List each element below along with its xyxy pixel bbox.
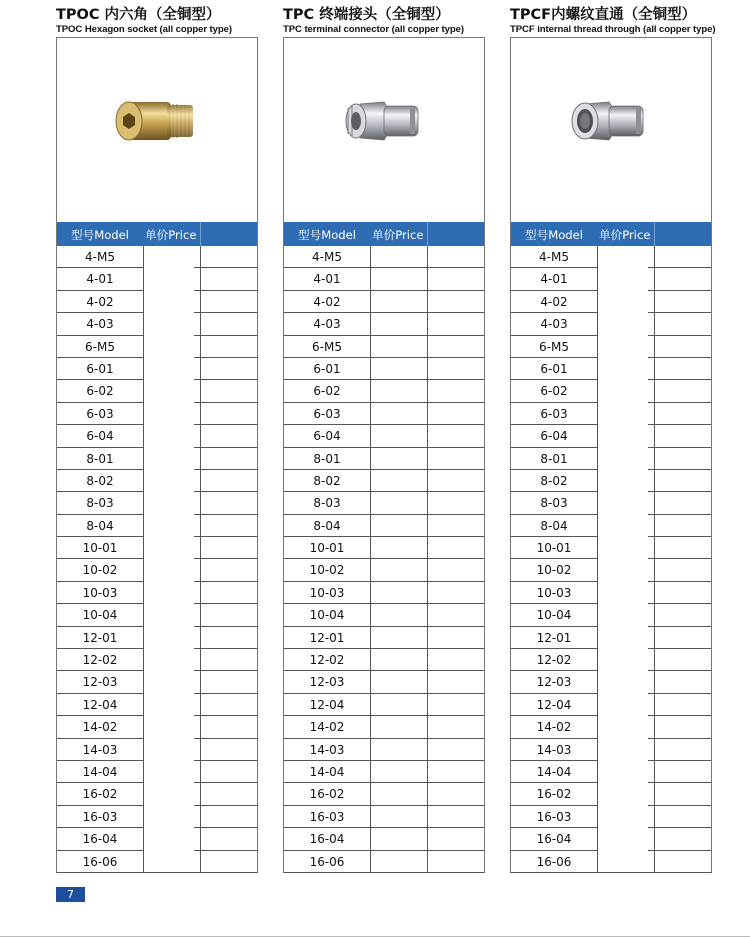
blank-cell xyxy=(427,828,428,849)
model-cell: 4-01 xyxy=(313,272,341,287)
blank-cell xyxy=(200,828,201,849)
model-cell: 6-03 xyxy=(540,406,568,421)
blank-cell xyxy=(654,268,655,289)
product-title: TPOC 内六角（全铜型） xyxy=(56,7,221,23)
model-cell: 8-01 xyxy=(313,451,341,466)
header-divider xyxy=(427,222,428,246)
blank-cell xyxy=(427,470,428,491)
blank-cell xyxy=(654,425,655,446)
table-row xyxy=(284,671,484,693)
blank-cell xyxy=(427,716,428,737)
blank-cell xyxy=(200,649,201,670)
blank-cell xyxy=(654,828,655,849)
blank-cell xyxy=(654,358,655,379)
table-row xyxy=(284,828,484,850)
blank-cell xyxy=(427,783,428,804)
model-cell: 14-04 xyxy=(82,764,118,779)
blank-cell xyxy=(654,739,655,760)
model-cell: 10-01 xyxy=(309,541,345,556)
blank-cell xyxy=(200,470,201,491)
model-cell: 4-01 xyxy=(540,272,568,287)
product-table xyxy=(510,37,712,873)
model-cell: 10-03 xyxy=(82,585,118,600)
model-cell: 6-01 xyxy=(86,361,114,376)
price-cell xyxy=(370,694,371,715)
model-cell: 6-03 xyxy=(313,406,341,421)
table-row xyxy=(284,336,484,358)
model-cell: 14-02 xyxy=(82,720,118,735)
price-cell xyxy=(370,604,371,625)
price-cell xyxy=(370,582,371,603)
model-cell: 4-01 xyxy=(86,272,114,287)
product-image-nickel-terminal-connector xyxy=(284,38,484,222)
model-cell: 6-01 xyxy=(540,361,568,376)
header-price: 单价Price xyxy=(145,228,197,242)
blank-cell xyxy=(654,470,655,491)
price-cell xyxy=(370,559,371,580)
model-cell: 12-03 xyxy=(309,675,345,690)
model-cell: 6-M5 xyxy=(539,339,569,354)
model-cell: 10-02 xyxy=(309,563,345,578)
blank-cell xyxy=(427,492,428,513)
model-cell: 14-04 xyxy=(309,764,345,779)
model-cell: 12-03 xyxy=(536,675,572,690)
model-cell: 8-04 xyxy=(86,518,114,533)
product-tpc xyxy=(283,6,485,869)
blank-cell xyxy=(654,246,655,267)
blank-cell xyxy=(200,313,201,334)
model-cell: 16-04 xyxy=(536,832,572,847)
blank-cell xyxy=(654,492,655,513)
blank-cell xyxy=(427,403,428,424)
model-cell: 4-02 xyxy=(540,294,568,309)
price-cell xyxy=(370,268,371,289)
table-row xyxy=(284,694,484,716)
blank-cell xyxy=(200,291,201,312)
model-cell: 8-01 xyxy=(540,451,568,466)
blank-cell xyxy=(654,694,655,715)
blank-cell xyxy=(427,537,428,558)
product-title: TPC 终端接头（全铜型） xyxy=(283,7,450,23)
model-cell: 6-03 xyxy=(86,406,114,421)
model-cell: 16-06 xyxy=(309,854,345,869)
product-subtitle: TPC terminal connector (all copper type) xyxy=(283,24,464,35)
blank-cell xyxy=(427,671,428,692)
model-cell: 16-02 xyxy=(536,787,572,802)
model-cell: 14-03 xyxy=(536,742,572,757)
header-price: 单价Price xyxy=(372,228,424,242)
header-model: 型号Model xyxy=(71,228,129,242)
price-cell xyxy=(370,851,371,872)
model-cell: 16-03 xyxy=(82,809,118,824)
product-table xyxy=(283,37,485,873)
model-cell: 8-02 xyxy=(540,473,568,488)
model-cell: 8-04 xyxy=(313,518,341,533)
blank-cell xyxy=(654,627,655,648)
model-cell: 12-02 xyxy=(82,653,118,668)
price-cell xyxy=(370,358,371,379)
model-cell: 16-02 xyxy=(82,787,118,802)
blank-cell xyxy=(427,448,428,469)
model-cell: 4-M5 xyxy=(312,250,342,264)
price-cell xyxy=(370,515,371,536)
blank-cell xyxy=(427,515,428,536)
blank-cell xyxy=(654,806,655,827)
model-cell: 10-02 xyxy=(536,563,572,578)
header-model: 型号Model xyxy=(298,228,356,242)
table-row xyxy=(284,604,484,626)
product-image-brass-hex-socket xyxy=(57,38,257,222)
price-cell xyxy=(370,470,371,491)
price-cell xyxy=(370,336,371,357)
blank-cell xyxy=(427,694,428,715)
blank-cell xyxy=(654,783,655,804)
header-price: 单价Price xyxy=(599,228,651,242)
price-cell xyxy=(370,492,371,513)
blank-cell xyxy=(200,336,201,357)
model-cell: 10-04 xyxy=(536,608,572,623)
blank-cell xyxy=(200,739,201,760)
blank-cell xyxy=(200,448,201,469)
blank-cell xyxy=(427,627,428,648)
table-row xyxy=(284,515,484,537)
price-cell xyxy=(370,448,371,469)
product-tpcf xyxy=(510,6,716,869)
price-cell xyxy=(370,828,371,849)
model-cell: 8-02 xyxy=(86,473,114,488)
blank-cell xyxy=(654,649,655,670)
model-cell: 6-04 xyxy=(86,429,114,444)
model-cell: 12-03 xyxy=(82,675,118,690)
price-cell xyxy=(370,671,371,692)
table-row xyxy=(284,783,484,805)
model-cell: 14-03 xyxy=(309,742,345,757)
blank-cell xyxy=(427,268,428,289)
blank-cell xyxy=(427,851,428,872)
model-cell: 6-02 xyxy=(86,384,114,399)
blank-cell xyxy=(200,403,201,424)
blank-cell xyxy=(427,649,428,670)
model-cell: 4-M5 xyxy=(85,250,115,264)
model-cell: 6-02 xyxy=(313,384,341,399)
table-row xyxy=(284,851,484,873)
price-redaction xyxy=(144,246,194,872)
model-cell: 4-03 xyxy=(313,317,341,332)
table-row xyxy=(284,559,484,581)
model-cell: 16-04 xyxy=(82,832,118,847)
model-cell: 4-02 xyxy=(86,294,114,309)
model-cell: 12-02 xyxy=(536,653,572,668)
blank-cell xyxy=(200,851,201,872)
model-cell: 12-01 xyxy=(82,630,118,645)
price-cell xyxy=(370,649,371,670)
table-row xyxy=(284,448,484,470)
blank-cell xyxy=(654,761,655,782)
table-row xyxy=(284,649,484,671)
model-cell: 8-02 xyxy=(313,473,341,488)
price-cell xyxy=(370,627,371,648)
blank-cell xyxy=(654,448,655,469)
blank-cell xyxy=(200,425,201,446)
model-cell: 14-02 xyxy=(536,720,572,735)
model-cell: 6-02 xyxy=(540,384,568,399)
blank-cell xyxy=(427,761,428,782)
price-cell xyxy=(370,291,371,312)
blank-cell xyxy=(654,671,655,692)
price-redaction xyxy=(598,246,648,872)
price-cell xyxy=(370,313,371,334)
price-cell xyxy=(370,403,371,424)
table-header xyxy=(284,222,484,246)
model-cell: 10-03 xyxy=(309,585,345,600)
model-cell: 10-01 xyxy=(82,541,118,556)
product-tpoc xyxy=(56,6,258,869)
blank-cell xyxy=(427,582,428,603)
table-row xyxy=(284,268,484,290)
model-cell: 6-M5 xyxy=(85,339,115,354)
model-cell: 8-04 xyxy=(540,518,568,533)
model-cell: 16-03 xyxy=(536,809,572,824)
model-cell: 16-03 xyxy=(309,809,345,824)
blank-cell xyxy=(654,336,655,357)
blank-cell xyxy=(654,559,655,580)
blank-cell xyxy=(200,380,201,401)
price-cell xyxy=(370,716,371,737)
price-cell xyxy=(370,380,371,401)
blank-cell xyxy=(654,403,655,424)
blank-cell xyxy=(654,515,655,536)
header-divider xyxy=(200,222,201,246)
price-cell xyxy=(370,425,371,446)
table-row xyxy=(284,470,484,492)
model-cell: 12-04 xyxy=(309,697,345,712)
model-cell: 16-04 xyxy=(309,832,345,847)
model-cell: 12-02 xyxy=(309,653,345,668)
model-cell: 10-04 xyxy=(82,608,118,623)
model-cell: 8-03 xyxy=(313,496,341,511)
table-row xyxy=(284,492,484,514)
blank-cell xyxy=(427,358,428,379)
price-cell xyxy=(370,761,371,782)
blank-cell xyxy=(427,336,428,357)
blank-cell xyxy=(427,806,428,827)
header-divider xyxy=(654,222,655,246)
model-cell: 6-04 xyxy=(540,429,568,444)
price-cell xyxy=(370,739,371,760)
blank-cell xyxy=(200,627,201,648)
blank-cell xyxy=(654,537,655,558)
model-cell: 6-04 xyxy=(313,429,341,444)
blank-cell xyxy=(427,604,428,625)
table-row xyxy=(284,246,484,268)
blank-cell xyxy=(200,806,201,827)
model-cell: 12-01 xyxy=(536,630,572,645)
blank-cell xyxy=(200,582,201,603)
blank-cell xyxy=(654,604,655,625)
product-subtitle: TPOC Hexagon socket (all copper type) xyxy=(56,24,232,35)
model-cell: 8-03 xyxy=(540,496,568,511)
model-cell: 12-04 xyxy=(536,697,572,712)
blank-cell xyxy=(427,425,428,446)
blank-cell xyxy=(200,515,201,536)
price-cell xyxy=(370,783,371,804)
blank-cell xyxy=(200,694,201,715)
table-row xyxy=(284,380,484,402)
model-cell: 8-01 xyxy=(86,451,114,466)
table-row xyxy=(284,627,484,649)
model-cell: 10-04 xyxy=(309,608,345,623)
price-cell xyxy=(370,246,371,267)
model-cell: 4-03 xyxy=(540,317,568,332)
price-cell xyxy=(370,806,371,827)
model-cell: 4-03 xyxy=(86,317,114,332)
model-cell: 6-01 xyxy=(313,361,341,376)
model-cell: 4-M5 xyxy=(539,250,569,264)
table-header xyxy=(511,222,711,246)
table-row xyxy=(284,425,484,447)
model-cell: 14-02 xyxy=(309,720,345,735)
blank-cell xyxy=(654,582,655,603)
product-subtitle: TPCF internal thread through (all copper type) xyxy=(510,24,716,35)
blank-cell xyxy=(427,291,428,312)
model-cell: 14-03 xyxy=(82,742,118,757)
blank-cell xyxy=(427,739,428,760)
blank-cell xyxy=(200,671,201,692)
table-header xyxy=(57,222,257,246)
blank-cell xyxy=(200,358,201,379)
table-row xyxy=(284,739,484,761)
model-cell: 8-03 xyxy=(86,496,114,511)
blank-cell xyxy=(200,783,201,804)
blank-cell xyxy=(200,604,201,625)
blank-cell xyxy=(654,291,655,312)
blank-cell xyxy=(200,761,201,782)
table-row xyxy=(284,761,484,783)
table-row xyxy=(284,313,484,335)
model-cell: 6-M5 xyxy=(312,339,342,354)
table-row xyxy=(284,291,484,313)
blank-cell xyxy=(200,246,201,267)
table-row xyxy=(284,806,484,828)
blank-cell xyxy=(654,851,655,872)
blank-cell xyxy=(200,537,201,558)
table-row xyxy=(284,403,484,425)
blank-cell xyxy=(200,559,201,580)
blank-cell xyxy=(200,716,201,737)
table-row xyxy=(284,358,484,380)
product-table xyxy=(56,37,258,873)
bottom-divider xyxy=(0,936,750,937)
model-cell: 10-02 xyxy=(82,563,118,578)
blank-cell xyxy=(200,492,201,513)
blank-cell xyxy=(427,559,428,580)
page-number: 7 xyxy=(56,887,85,902)
model-cell: 10-03 xyxy=(536,585,572,600)
model-cell: 16-06 xyxy=(82,854,118,869)
price-cell xyxy=(370,537,371,558)
product-title: TPCF内螺纹直通（全铜型） xyxy=(510,7,697,23)
model-cell: 16-06 xyxy=(536,854,572,869)
header-model: 型号Model xyxy=(525,228,583,242)
model-rows xyxy=(284,246,484,873)
table-row xyxy=(284,582,484,604)
blank-cell xyxy=(200,268,201,289)
blank-cell xyxy=(654,380,655,401)
blank-cell xyxy=(654,716,655,737)
model-cell: 4-02 xyxy=(313,294,341,309)
model-cell: 14-04 xyxy=(536,764,572,779)
product-image-nickel-internal-thread xyxy=(511,38,711,222)
model-cell: 12-04 xyxy=(82,697,118,712)
blank-cell xyxy=(427,313,428,334)
blank-cell xyxy=(427,246,428,267)
table-row xyxy=(284,716,484,738)
model-cell: 10-01 xyxy=(536,541,572,556)
table-row xyxy=(284,537,484,559)
blank-cell xyxy=(427,380,428,401)
blank-cell xyxy=(654,313,655,334)
model-cell: 16-02 xyxy=(309,787,345,802)
model-cell: 12-01 xyxy=(309,630,345,645)
